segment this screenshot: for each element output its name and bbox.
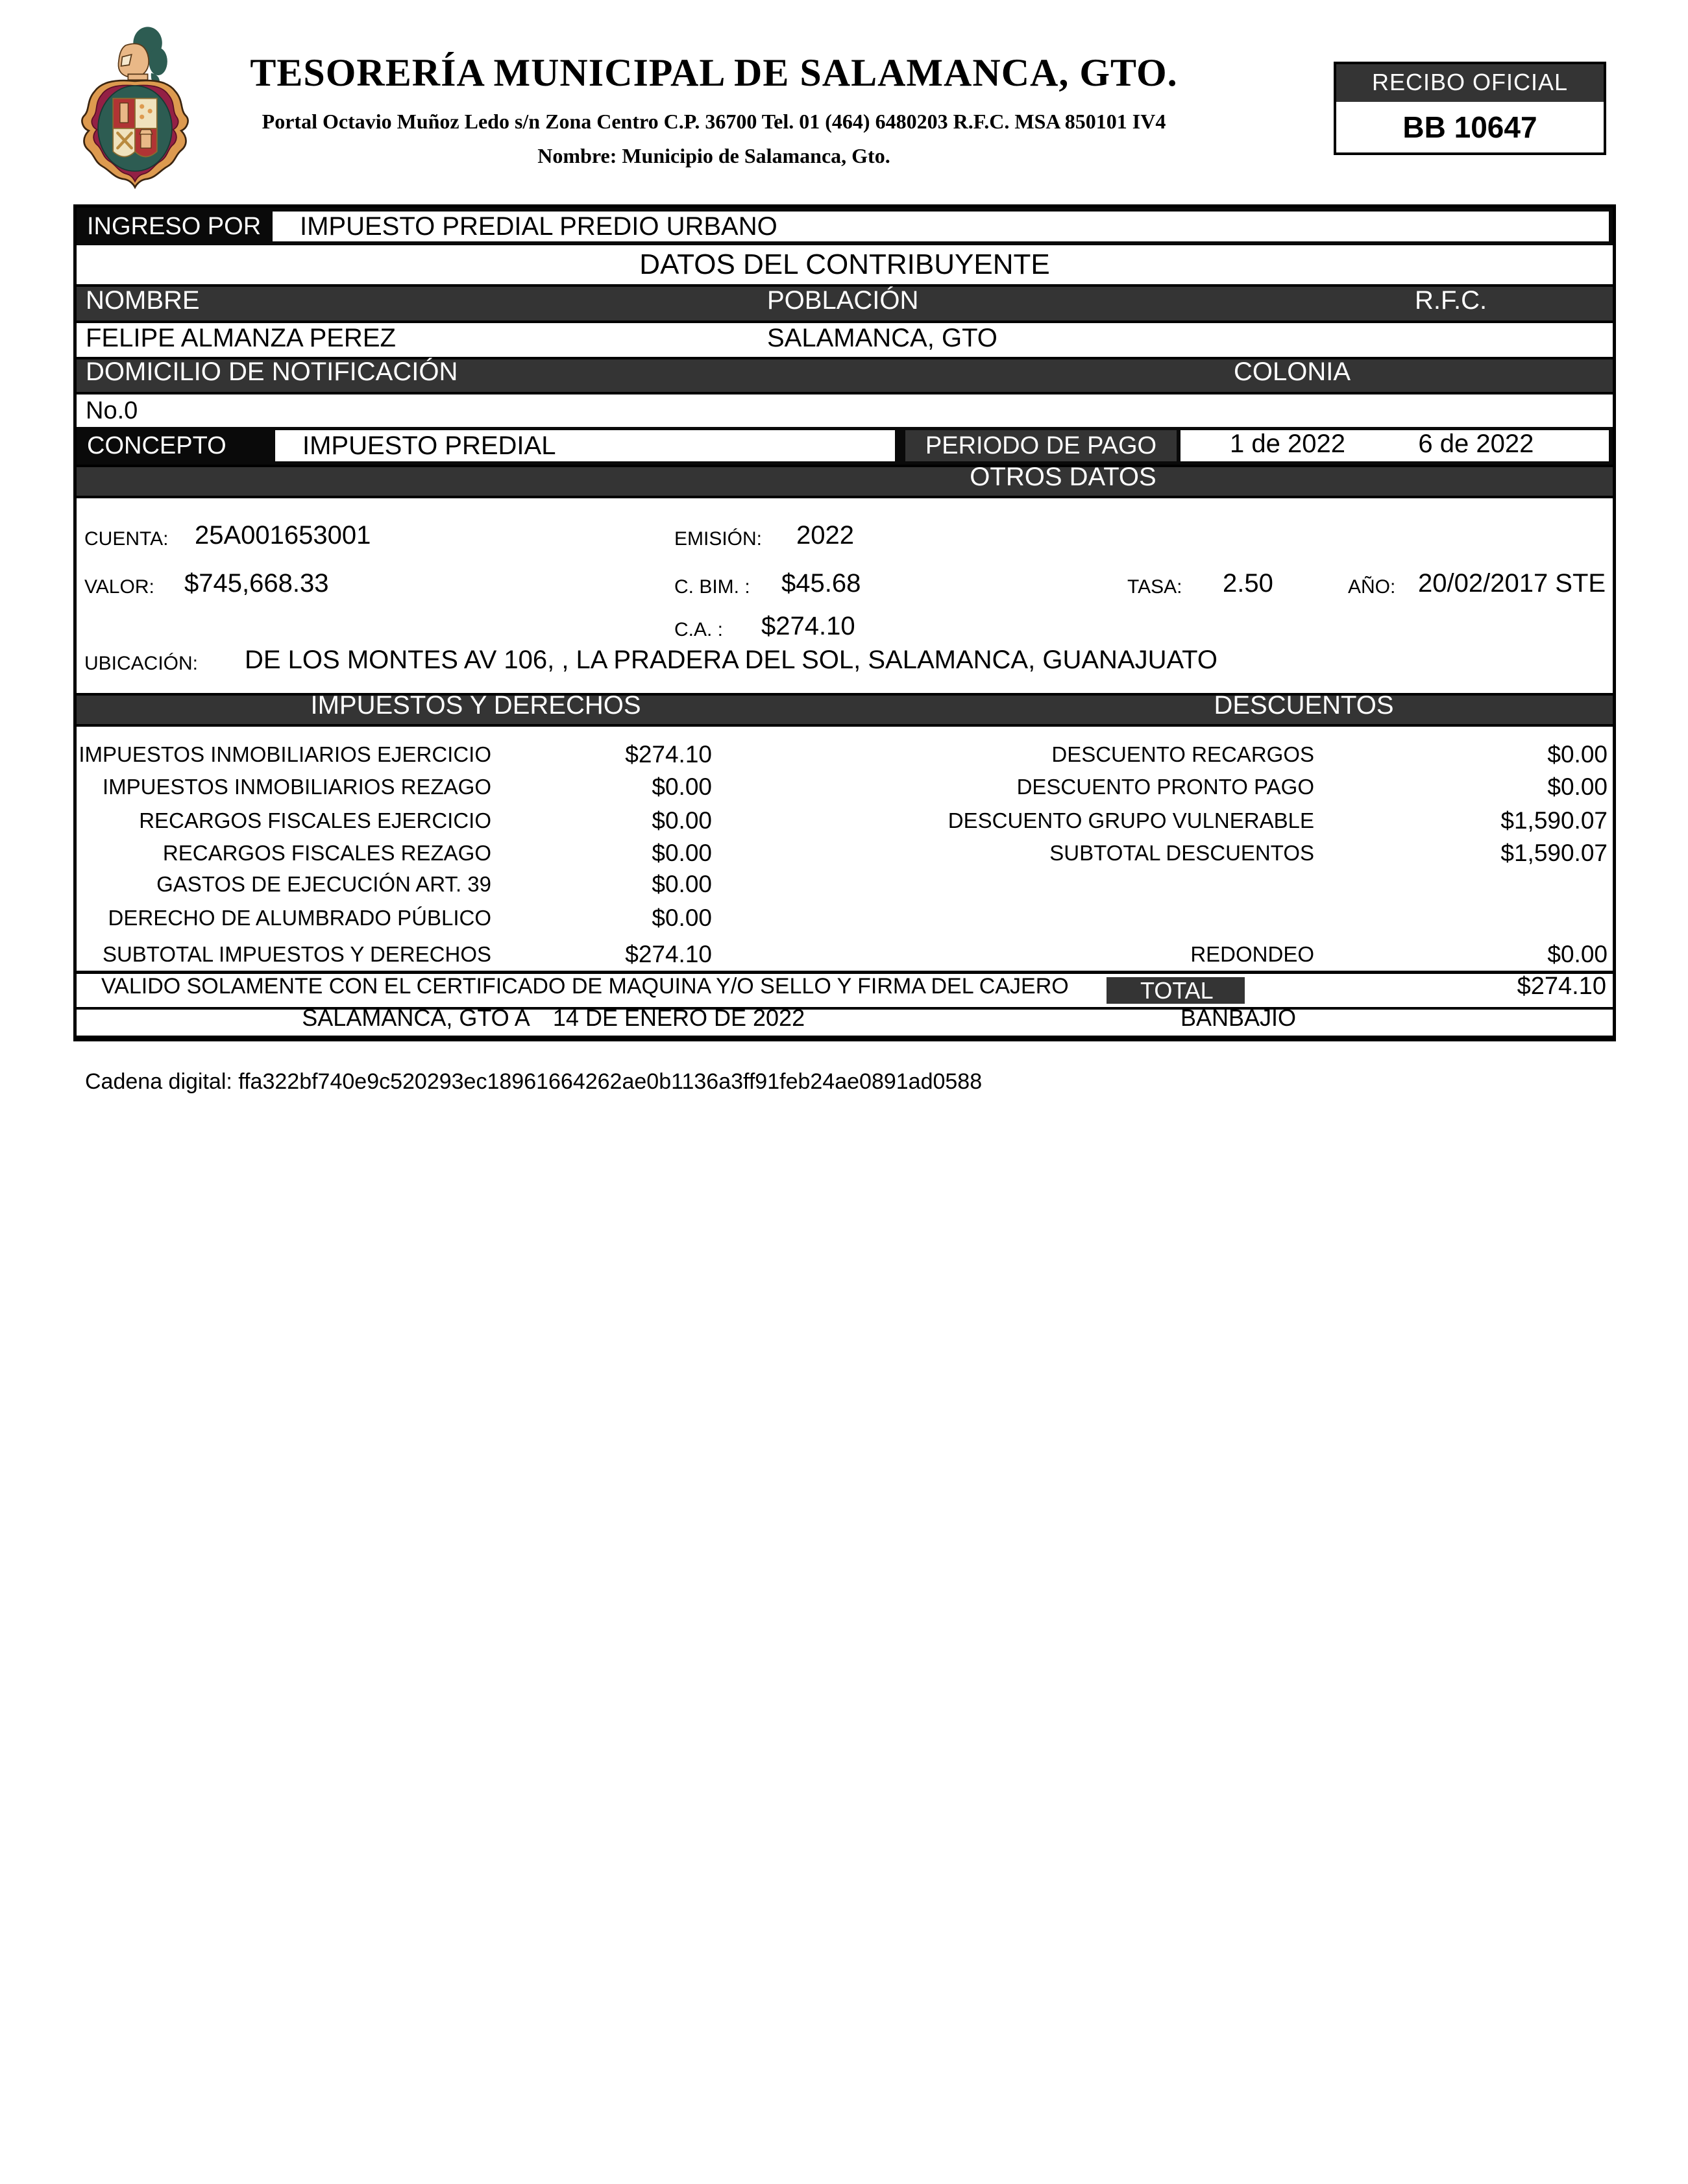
section-title-datos-contribuyente: DATOS DEL CONTRIBUYENTE xyxy=(77,245,1613,284)
cbim-value: $45.68 xyxy=(781,569,861,598)
discount-value: $0.00 xyxy=(1547,741,1608,768)
entity-name-line: Nombre: Municipio de Salamanca, Gto. xyxy=(537,144,890,167)
receipt-number: BB 10647 xyxy=(1336,102,1604,152)
contribuyente-header-bar xyxy=(77,284,1613,323)
cbim-label: C. BIM. : xyxy=(674,576,750,598)
lugar-text: SALAMANCA, GTO A xyxy=(302,1004,530,1031)
fee-label: DERECHO DE ALUMBRADO PÚBLICO xyxy=(108,906,491,930)
fee-row xyxy=(77,871,1613,898)
total-row xyxy=(77,971,1613,1007)
concepto-value: IMPUESTO PREDIAL xyxy=(275,430,895,461)
ubicacion-value: DE LOS MONTES AV 106, , LA PRADERA DEL SOL, SALAMANCA, GUANAJUATO xyxy=(245,646,1218,674)
office-address: Portal Octavio Muñoz Ledo s/n Zona Centro C.P. 36700 Tel. 01 (464) 6480203 R.F.C. MSA 850101 IV4 xyxy=(262,110,1166,133)
ubicacion-row xyxy=(77,646,1613,675)
fee-value: $0.00 xyxy=(652,904,712,931)
ingreso-por-value: IMPUESTO PREDIAL PREDIO URBANO xyxy=(273,212,1609,241)
banco-value: BANBAJIO xyxy=(1180,1004,1297,1031)
domicilio-header-bar xyxy=(77,357,1613,394)
cadena-digital-hash: ffa322bf740e9c520293ec18961664262ae0b1136a3ff91feb24ae0891ad0588 xyxy=(238,1069,983,1094)
fee-label: RECARGOS FISCALES REZAGO xyxy=(162,841,491,865)
ca-value: $274.10 xyxy=(761,612,855,640)
anio-value: 20/02/2017 STE xyxy=(1418,569,1606,598)
ingreso-por-label: INGRESO POR xyxy=(87,212,262,240)
rfc-label: R.F.C. xyxy=(1415,286,1487,315)
nombre-value: FELIPE ALMANZA PEREZ xyxy=(86,324,396,352)
poblacion-label: POBLACIÓN xyxy=(767,286,919,315)
anio-label: AÑO: xyxy=(1348,576,1396,598)
total-label: TOTAL xyxy=(1107,977,1245,1004)
cadena-digital xyxy=(85,1069,982,1095)
concepto-row xyxy=(77,427,1613,465)
ca-row xyxy=(77,613,1613,641)
impuestos-title: IMPUESTOS Y DERECHOS xyxy=(310,691,641,720)
ubicacion-label: UBICACIÓN: xyxy=(84,653,199,674)
discount-value: $1,590.07 xyxy=(1500,807,1608,834)
redondeo-value: $0.00 xyxy=(1547,941,1608,967)
discount-label: DESCUENTO GRUPO VULNERABLE xyxy=(948,808,1314,832)
date-row xyxy=(77,1004,1613,1036)
section-title-otros-datos: OTROS DATOS xyxy=(970,463,1156,491)
fee-row xyxy=(77,741,1613,768)
fees-header-bar xyxy=(77,693,1613,727)
letterhead xyxy=(195,51,1233,168)
cuenta-emision-row xyxy=(77,522,1613,550)
cuenta-label: CUENTA: xyxy=(84,528,169,550)
discount-label: SUBTOTAL DESCUENTOS xyxy=(1049,841,1314,865)
fee-row xyxy=(77,941,1613,968)
emision-value: 2022 xyxy=(796,521,854,550)
ca-label: C.A. : xyxy=(674,619,724,640)
salamanca-coat-of-arms-logo xyxy=(77,23,193,191)
valor-label: VALOR: xyxy=(84,576,154,598)
discount-value: $1,590.07 xyxy=(1500,840,1608,866)
discount-label: DESCUENTO PRONTO PAGO xyxy=(1016,775,1314,799)
fee-label: RECARGOS FISCALES EJERCICIO xyxy=(139,808,491,832)
receipt-table xyxy=(73,204,1616,1041)
discount-value: $0.00 xyxy=(1547,773,1608,800)
discount-label: DESCUENTO RECARGOS xyxy=(1051,742,1314,766)
cuenta-value: 25A001653001 xyxy=(195,521,371,550)
fee-label: GASTOS DE EJECUCIÓN ART. 39 xyxy=(156,872,491,896)
subtotal-impuestos-value: $274.10 xyxy=(625,941,712,967)
total-value: $274.10 xyxy=(1517,973,1606,1000)
poblacion-value: SALAMANCA, GTO xyxy=(767,324,997,352)
fee-value: $274.10 xyxy=(625,741,712,768)
fees-table xyxy=(77,727,1613,971)
periodo-inicio: 1 de 2022 xyxy=(1230,430,1345,458)
fee-value: $0.00 xyxy=(652,773,712,800)
tasa-label: TASA: xyxy=(1127,576,1182,598)
cadena-digital-label: Cadena digital: xyxy=(85,1069,232,1094)
fee-label: IMPUESTOS INMOBILIARIOS EJERCICIO xyxy=(79,742,491,766)
periodo-fin: 6 de 2022 xyxy=(1418,430,1534,458)
fee-row xyxy=(77,840,1613,867)
receipt-box-label: RECIBO OFICIAL xyxy=(1336,64,1604,102)
otros-datos-section xyxy=(77,498,1613,693)
ingreso-por-row xyxy=(77,208,1613,245)
fee-value: $0.00 xyxy=(652,807,712,834)
descuentos-title: DESCUENTOS xyxy=(1214,691,1394,720)
domicilio-value: No.0 xyxy=(77,394,1613,427)
otros-datos-bar xyxy=(77,465,1613,498)
fee-value: $0.00 xyxy=(652,840,712,866)
valido-disclaimer: VALIDO SOLAMENTE CON EL CERTIFICADO DE MAQUINA Y/O SELLO Y FIRMA DEL CAJERO xyxy=(101,974,1069,999)
valor-row xyxy=(77,570,1613,598)
redondeo-label: REDONDEO xyxy=(1190,942,1314,966)
colonia-label: COLONIA xyxy=(1234,358,1351,386)
periodo-de-pago-label: PERIODO DE PAGO xyxy=(905,430,1177,461)
fee-row xyxy=(77,904,1613,932)
fee-row xyxy=(77,807,1613,834)
tasa-value: 2.50 xyxy=(1223,569,1273,598)
nombre-label: NOMBRE xyxy=(86,286,200,315)
page-title: TESORERÍA MUNICIPAL DE SALAMANCA, GTO. xyxy=(250,51,1178,94)
contribuyente-values-row xyxy=(77,323,1613,357)
subtotal-impuestos-label: SUBTOTAL IMPUESTOS Y DERECHOS xyxy=(102,942,491,966)
official-receipt-box xyxy=(1334,62,1606,155)
periodo-values-cell xyxy=(1180,430,1609,461)
fee-value: $0.00 xyxy=(652,871,712,897)
fee-label: IMPUESTOS INMOBILIARIOS REZAGO xyxy=(103,775,491,799)
fee-row xyxy=(77,773,1613,801)
fecha-value: 14 DE ENERO DE 2022 xyxy=(552,1004,805,1031)
concepto-label: CONCEPTO xyxy=(87,431,226,459)
domicilio-label: DOMICILIO DE NOTIFICACIÓN xyxy=(86,358,458,386)
valor-value: $745,668.33 xyxy=(184,569,329,598)
emision-label: EMISIÓN: xyxy=(674,528,763,550)
